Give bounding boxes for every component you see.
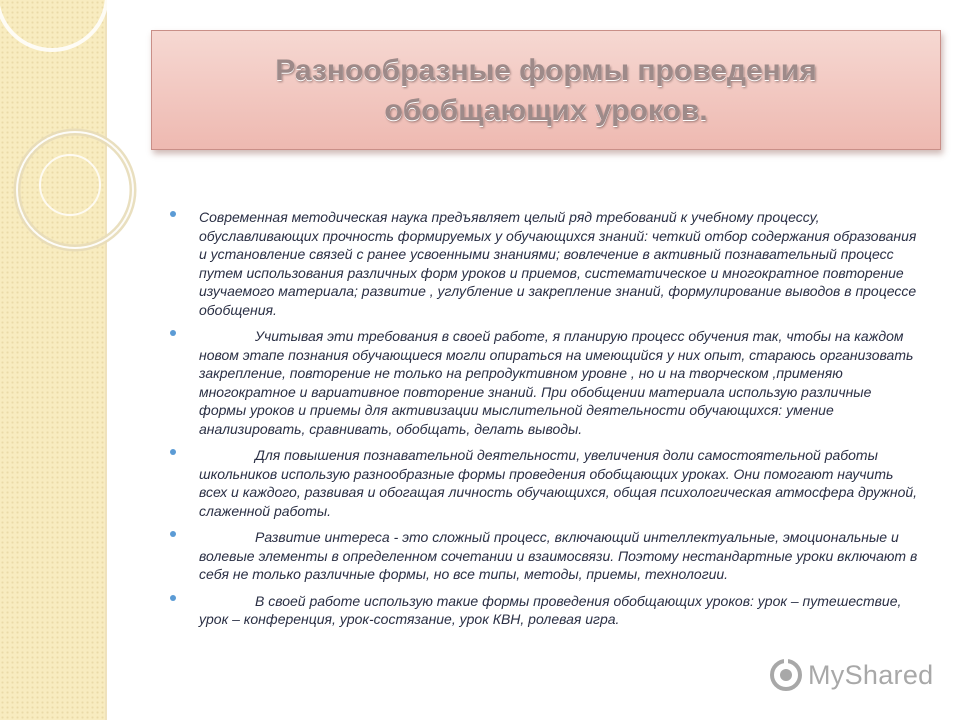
title-box — [151, 30, 941, 150]
slide-title — [152, 51, 940, 131]
bullet-text: Развитие интереса - это сложный процесс, включающий интеллектуальные, эмоциональные и волевые элементы в определенном сочетании и взаимосвязи. Поэтому нестандартные уроки включают в себя не только различные формы, но все типы, методы, приемы, технологии. — [199, 529, 918, 582]
bullet-text: Для повышения познавательной деятельности, увеличения доли самостоятельной работы школьников использую разнообразные формы проведения обобщающих уроках. Они помогают научить всех и каждого, развивая и обогащая личность обучающихся, общая психологическая атмосфера дружной, слаженной работы. — [199, 447, 918, 519]
myshared-watermark — [768, 655, 933, 695]
bullet-item-2 — [170, 327, 920, 438]
bullet-text: В своей работе использую такие формы проведения обобщающих уроков: урок – путешествие, урок – конференция, урок-состязание, урок КВН, ролевая игра. — [199, 592, 902, 627]
bullet-text: Современная методическая наука предъявляет целый ряд требований к учебному процессу, обуславливающих прочность формируемых у обучающихся знаний: четкий отбор содержания образования и установление связей с ранее усвоенными знаниями; вовлечение в активный познавательный процесс путем использования различных форм уроков и приемов, систематическое и многократное повторение изучаемого материала; развитие , углубление и закрепление знаний, формулирование выводов в процессе обобщения. — [199, 209, 917, 318]
bullet-icon — [170, 595, 176, 601]
bullet-item-1 — [170, 208, 920, 319]
bullet-icon — [170, 449, 176, 455]
bullet-item-5 — [170, 592, 920, 629]
bullet-icon — [170, 330, 176, 336]
decorative-rings-icon — [0, 0, 140, 300]
slide-title-line-1: Разнообразные формы проведения — [275, 54, 817, 87]
myshared-logo-icon — [768, 657, 804, 693]
watermark-text: MyShared — [808, 659, 934, 690]
bullet-icon — [170, 211, 176, 217]
bullet-icon — [170, 531, 176, 537]
slide-title-line-2: обобщающих уроков. — [384, 94, 708, 127]
bullet-text: Учитывая эти требования в своей работе, я планирую процесс обучения так, чтобы на каждом новом этапе познания обучающиеся могли опираться на имеющийся у них опыт, стараюсь организовать закрепление, повторение не только на репродуктивном уровне , но и на творческом ,применяю многократное и вариативное повторение знаний. При обобщении материала использую различные формы уроков и приемы для активизации мыслительной деятельности обучающихся: умение анализировать, сравнивать, обобщать, делать выводы. — [199, 328, 914, 437]
bullet-list — [170, 208, 920, 637]
bullet-item-4 — [170, 528, 920, 584]
bullet-item-3 — [170, 446, 920, 520]
